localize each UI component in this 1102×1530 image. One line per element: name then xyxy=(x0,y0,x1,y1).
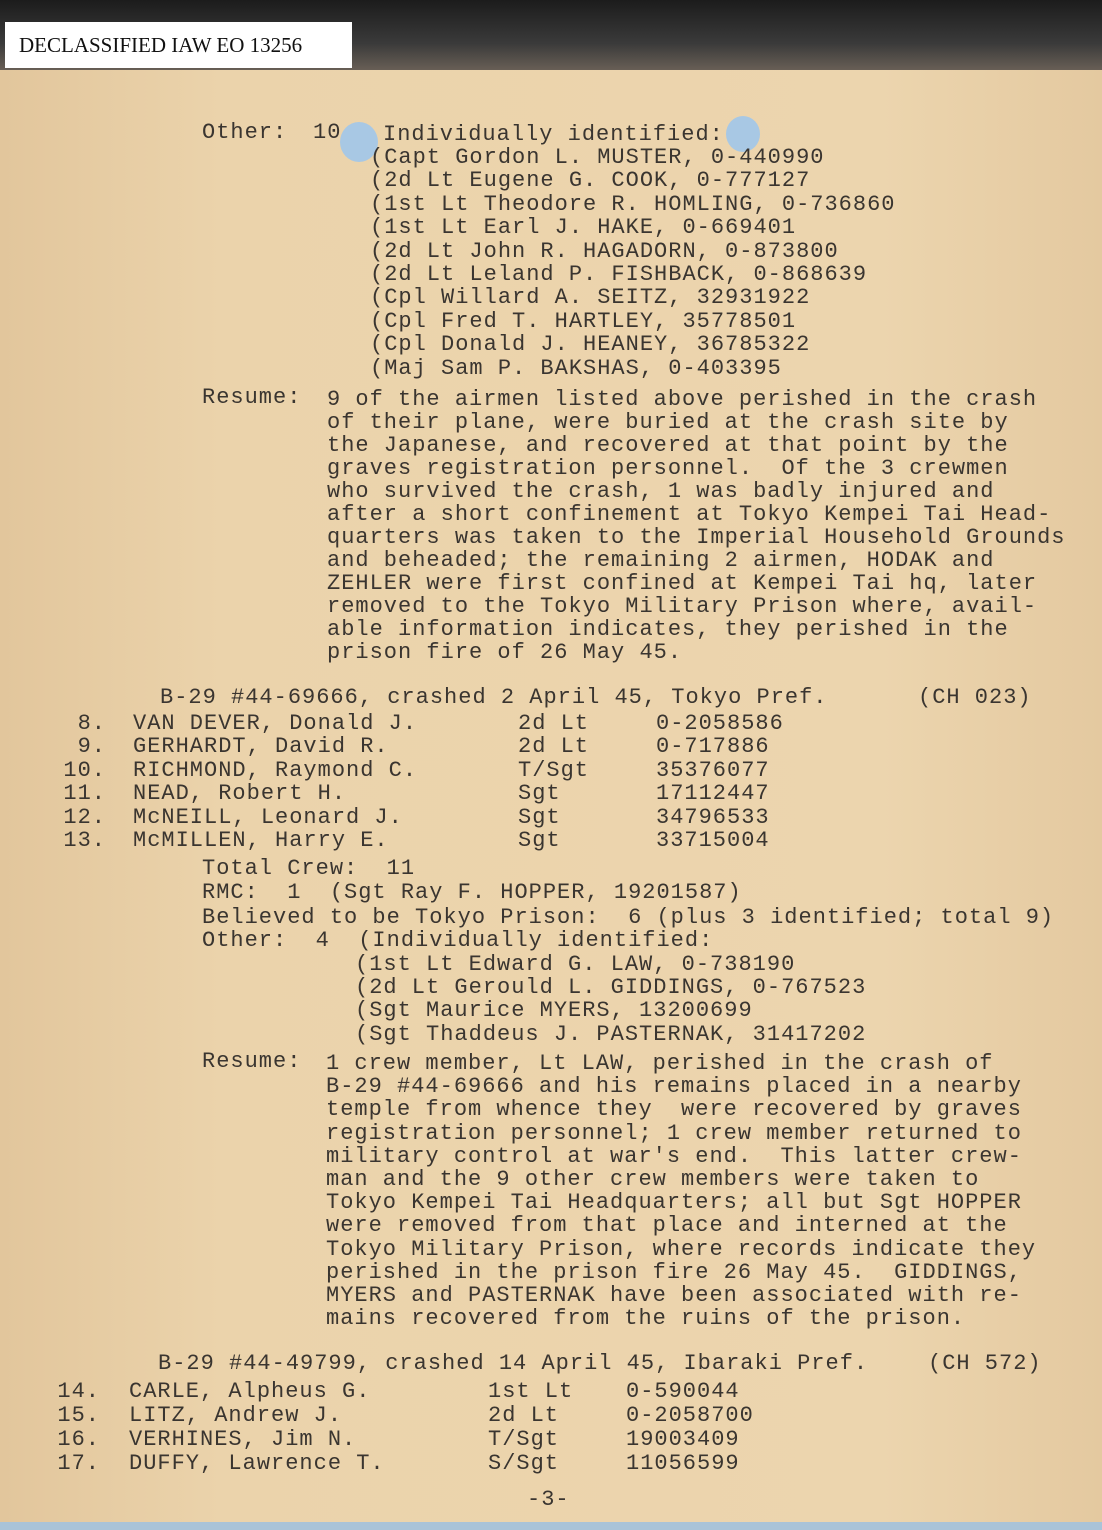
crew-name: NEAD, Robert H. xyxy=(133,781,347,807)
resume-line: graves registration personnel. Of the 3 crewmen xyxy=(327,456,1009,481)
identified-person: (1st Lt Edward G. LAW, 0-738190 xyxy=(355,952,796,977)
rmc-line: RMC: 1 (Sgt Ray F. HOPPER, 19201587) xyxy=(202,880,742,905)
crew-number: 12. xyxy=(63,804,106,830)
crew-serial: 0-590044 xyxy=(626,1379,740,1404)
crew-name: VAN DEVER, Donald J. xyxy=(133,711,418,736)
identified-person: (2d Lt Eugene G. COOK, 0-777127 xyxy=(370,168,811,194)
resume-line: 1 crew member, Lt LAW, perished in the crash of xyxy=(326,1051,994,1076)
page-number: -3- xyxy=(527,1487,570,1512)
resume-line: able information indicates, they perished in the xyxy=(327,617,1009,642)
crew-number: 15. xyxy=(57,1403,100,1428)
aircraft-header: B-29 #44-69666, crashed 2 April 45, Tokyo Pref. xyxy=(160,685,828,710)
crew-rank: T/Sgt xyxy=(518,757,590,783)
crew-serial: 19003409 xyxy=(626,1427,740,1452)
resume-label: Resume: xyxy=(202,385,302,410)
crew-number: 11. xyxy=(63,781,106,807)
crew-number: 17. xyxy=(57,1451,100,1476)
resume-line: military control at war's end. This latter crew- xyxy=(326,1143,1022,1169)
crew-rank: 2d Lt xyxy=(488,1403,560,1428)
resume-line: after a short confinement at Tokyo Kempei Tai Head- xyxy=(327,502,1052,527)
resume-line: and beheaded; the remaining 2 airmen, HODAK and xyxy=(327,548,995,573)
other-line: Other: 4 (Individually identified: xyxy=(202,928,714,953)
identified-label: Individually identified: xyxy=(383,122,724,147)
believed-line: Believed to be Tokyo Prison: 6 (plus 3 identified; total 9) xyxy=(202,905,1055,930)
crew-rank: S/Sgt xyxy=(488,1451,560,1476)
resume-line: temple from whence they were recovered by graves xyxy=(326,1097,1022,1123)
case-number: (CH 572) xyxy=(928,1351,1042,1376)
other-count: 10 xyxy=(313,120,342,145)
identified-person: (Cpl Fred T. HARTLEY, 35778501 xyxy=(370,308,797,334)
crew-name: CARLE, Alpheus G. xyxy=(129,1379,371,1404)
resume-line: ZEHLER were first confined at Kempei Tai hq, later xyxy=(327,571,1038,596)
crew-name: VERHINES, Jim N. xyxy=(129,1427,357,1452)
resume-line: perished in the prison fire 26 May 45. GIDDINGS, xyxy=(326,1259,1022,1285)
case-number: (CH 023) xyxy=(918,685,1032,710)
identified-person: (Sgt Thaddeus J. PASTERNAK, 31417202 xyxy=(355,1021,867,1047)
crew-serial: 11056599 xyxy=(626,1451,740,1476)
resume-line: B-29 #44-69666 and his remains placed in a nearby xyxy=(326,1074,1022,1100)
resume-line: MYERS and PASTERNAK have been associated with re- xyxy=(326,1283,1022,1308)
aircraft-header: B-29 #44-49799, crashed 14 April 45, Ibaraki Pref. xyxy=(158,1351,869,1376)
resume-line: of their plane, were buried at the crash site by xyxy=(327,410,1009,435)
crew-serial: 17112447 xyxy=(656,781,770,807)
identified-person: (Capt Gordon L. MUSTER, 0-440990 xyxy=(370,145,825,170)
identified-person: (Maj Sam P. BAKSHAS, 0-403395 xyxy=(370,355,782,381)
crew-name: LITZ, Andrew J. xyxy=(129,1403,343,1428)
total-crew: Total Crew: 11 xyxy=(202,856,416,881)
identified-person: (1st Lt Earl J. HAKE, 0-669401 xyxy=(370,215,797,241)
crew-number: 13. xyxy=(63,828,106,853)
crew-number: 14. xyxy=(57,1379,100,1404)
crew-serial: 34796533 xyxy=(656,804,770,830)
resume-line: prison fire of 26 May 45. xyxy=(327,640,683,665)
identified-person: (Sgt Maurice MYERS, 13200699 xyxy=(355,998,753,1024)
resume-line: removed to the Tokyo Military Prison where, avail- xyxy=(327,594,1038,619)
identified-person: (2d Lt Gerould L. GIDDINGS, 0-767523 xyxy=(355,975,867,1001)
crew-number: 8. xyxy=(77,711,106,736)
crew-number: 16. xyxy=(57,1427,100,1452)
crew-name: GERHARDT, David R. xyxy=(133,734,389,760)
crew-rank: 1st Lt xyxy=(488,1379,574,1404)
crew-rank: 2d Lt xyxy=(518,734,590,760)
identified-person: (Cpl Donald J. HEANEY, 36785322 xyxy=(370,332,811,358)
scanner-background-bottom xyxy=(0,1522,1102,1530)
crew-name: RICHMOND, Raymond C. xyxy=(133,757,418,783)
crew-rank: Sgt xyxy=(518,781,561,807)
crew-name: DUFFY, Lawrence T. xyxy=(129,1451,385,1476)
resume-line: the Japanese, and recovered at that point by the xyxy=(327,433,1009,458)
resume-line: mains recovered from the ruins of the prison. xyxy=(326,1306,966,1332)
crew-serial: 0-717886 xyxy=(656,734,770,760)
resume-line: Tokyo Kempei Tai Headquarters; all but Sgt HOPPER xyxy=(326,1190,1022,1216)
crew-serial: 33715004 xyxy=(656,828,770,853)
resume-line: Tokyo Military Prison, where records indicate they xyxy=(326,1236,1037,1262)
identified-person: (2d Lt John R. HAGADORN, 0-873800 xyxy=(370,238,839,264)
resume-label: Resume: xyxy=(202,1049,302,1074)
crew-name: McNEILL, Leonard J. xyxy=(133,804,403,830)
crew-serial: 35376077 xyxy=(656,757,770,783)
crew-number: 9. xyxy=(77,734,106,760)
other-label: Other: xyxy=(202,120,288,145)
crew-rank: Sgt xyxy=(518,804,561,830)
resume-line: were removed from that place and interned at the xyxy=(326,1213,1008,1239)
resume-line: registration personnel; 1 crew member returned to xyxy=(326,1120,1022,1146)
identified-person: (1st Lt Theodore R. HOMLING, 0-736860 xyxy=(370,191,896,217)
crew-rank: T/Sgt xyxy=(488,1427,560,1452)
resume-line: man and the 9 other crew members were taken to xyxy=(326,1167,980,1192)
crew-name: McMILLEN, Harry E. xyxy=(133,828,389,853)
declassified-stamp: DECLASSIFIED IAW EO 13256 xyxy=(5,22,352,68)
identified-person: (2d Lt Leland P. FISHBACK, 0-868639 xyxy=(370,262,868,287)
identified-person: (Cpl Willard A. SEITZ, 32931922 xyxy=(370,285,811,311)
crew-rank: 2d Lt xyxy=(518,711,590,736)
crew-serial: 0-2058586 xyxy=(656,711,784,736)
resume-line: quarters was taken to the Imperial Household Grounds xyxy=(327,525,1066,550)
crew-number: 10. xyxy=(63,757,106,783)
crew-serial: 0-2058700 xyxy=(626,1403,754,1428)
resume-line: 9 of the airmen listed above perished in the crash xyxy=(327,387,1038,412)
crew-rank: Sgt xyxy=(518,828,561,853)
resume-line: who survived the crash, 1 was badly injured and xyxy=(327,479,995,504)
